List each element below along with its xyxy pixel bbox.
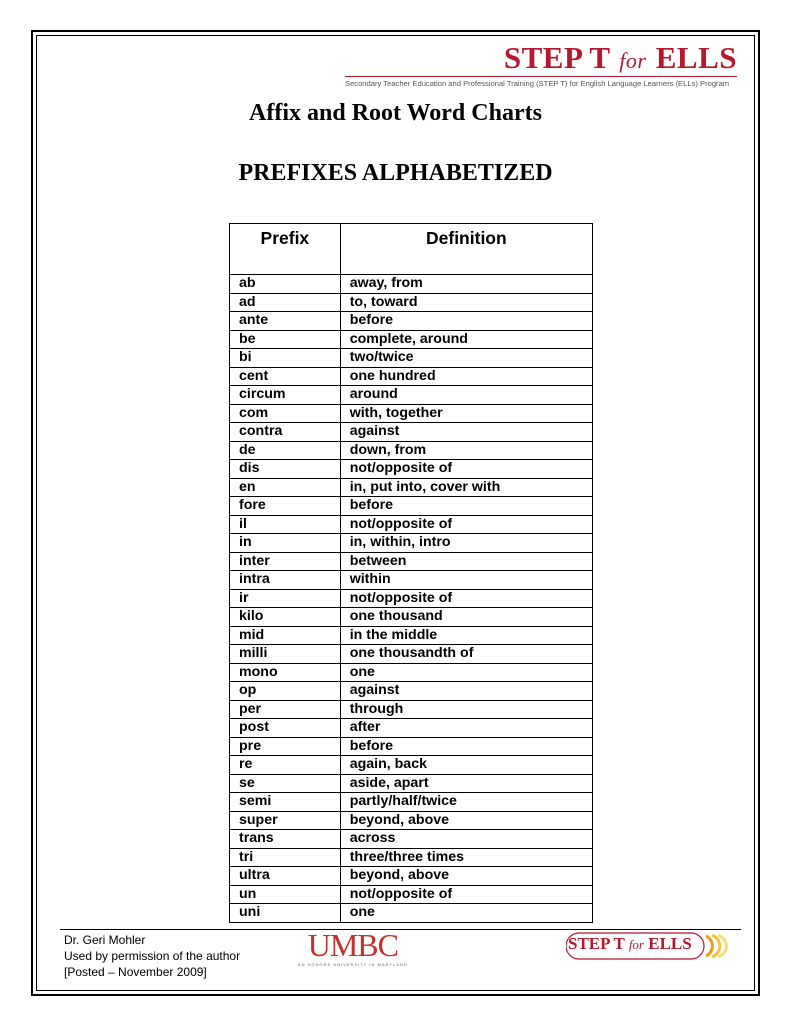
definition-cell: one thousand (340, 608, 592, 627)
definition-cell: with, together (340, 404, 592, 423)
table-row (230, 330, 593, 349)
logo-rule (345, 76, 737, 77)
definition-cell: not/opposite of (340, 460, 592, 479)
table-row (230, 404, 593, 423)
prefix-cell: tri (230, 848, 341, 867)
table-row (230, 367, 593, 386)
table-row (230, 756, 593, 775)
table-row (230, 552, 593, 571)
prefix-cell: semi (230, 793, 341, 812)
footer-logo-for: for (628, 937, 644, 952)
table-row (230, 497, 593, 516)
table-row (230, 460, 593, 479)
table-row (230, 441, 593, 460)
table-row (230, 867, 593, 886)
table-row (230, 478, 593, 497)
definition-cell: two/twice (340, 349, 592, 368)
table-row (230, 571, 593, 590)
prefix-cell: in (230, 534, 341, 553)
definition-cell: through (340, 700, 592, 719)
step-t-for-ells-logo (504, 42, 737, 77)
footer-credit (64, 932, 240, 980)
definition-cell: in, put into, cover with (340, 478, 592, 497)
prefix-cell: fore (230, 497, 341, 516)
table-row (230, 774, 593, 793)
definition-cell: not/opposite of (340, 885, 592, 904)
document-title: Affix and Root Word Charts (249, 100, 542, 126)
logo-for: for (619, 48, 647, 73)
prefix-cell: inter (230, 552, 341, 571)
logo-subtitle: Secondary Teacher Education and Professional Training (STEP T) for English Language Learners (ELLs) Program (345, 79, 730, 88)
prefix-cell: com (230, 404, 341, 423)
prefix-cell: trans (230, 830, 341, 849)
table-row (230, 589, 593, 608)
definition-cell: three/three times (340, 848, 592, 867)
table-row (230, 682, 593, 701)
footer-permission: Used by permission of the author (64, 949, 241, 963)
prefix-table (229, 223, 593, 923)
definition-cell: to, toward (340, 293, 592, 312)
column-header-prefix: Prefix (230, 224, 341, 275)
table-row (230, 793, 593, 812)
prefix-cell: milli (230, 645, 341, 664)
prefix-cell: mono (230, 663, 341, 682)
table-header-row (230, 224, 593, 275)
prefix-cell: re (230, 756, 341, 775)
definition-cell: away, from (340, 275, 592, 294)
table-row (230, 423, 593, 442)
footer-logo-step-t: STEP T (568, 934, 625, 953)
prefix-cell: be (230, 330, 341, 349)
definition-cell: complete, around (340, 330, 592, 349)
prefix-cell: ab (230, 275, 341, 294)
umbc-logo-word: UMBC (307, 927, 398, 963)
logo-step-t: STEP T (503, 40, 611, 75)
prefix-cell: circum (230, 386, 341, 405)
definition-cell: around (340, 386, 592, 405)
prefix-cell: de (230, 441, 341, 460)
table-row (230, 663, 593, 682)
prefix-cell: ir (230, 589, 341, 608)
definition-cell: after (340, 719, 592, 738)
definition-cell: between (340, 552, 592, 571)
table-row (230, 626, 593, 645)
footer-posted: [Posted – November 2009] (64, 965, 207, 979)
definition-cell: again, back (340, 756, 592, 775)
prefix-cell: il (230, 515, 341, 534)
definition-cell: one (340, 663, 592, 682)
footer-step-t-logo (566, 932, 732, 960)
document-subtitle: PREFIXES ALPHABETIZED (238, 160, 553, 186)
definition-cell: before (340, 737, 592, 756)
table-row (230, 349, 593, 368)
definition-cell: not/opposite of (340, 515, 592, 534)
definition-cell: in the middle (340, 626, 592, 645)
definition-cell: against (340, 682, 592, 701)
definition-cell: not/opposite of (340, 589, 592, 608)
definition-cell: aside, apart (340, 774, 592, 793)
prefix-cell: post (230, 719, 341, 738)
prefix-cell: cent (230, 367, 341, 386)
definition-cell: partly/half/twice (340, 793, 592, 812)
prefix-cell: super (230, 811, 341, 830)
table-row (230, 293, 593, 312)
table-row (230, 515, 593, 534)
prefix-cell: un (230, 885, 341, 904)
table-row (230, 811, 593, 830)
prefix-cell: mid (230, 626, 341, 645)
logo-ells: ELLS (655, 40, 737, 75)
footer-author: Dr. Geri Mohler (64, 933, 146, 947)
table-row (230, 719, 593, 738)
prefix-cell: contra (230, 423, 341, 442)
definition-cell: against (340, 423, 592, 442)
table-row (230, 904, 593, 923)
table-row (230, 534, 593, 553)
definition-cell: one thousandth of (340, 645, 592, 664)
prefix-cell: op (230, 682, 341, 701)
definition-cell: one (340, 904, 592, 923)
prefix-cell: pre (230, 737, 341, 756)
table-row (230, 848, 593, 867)
definition-cell: one hundred (340, 367, 592, 386)
prefix-cell: per (230, 700, 341, 719)
table-row (230, 312, 593, 331)
table-row (230, 386, 593, 405)
table-row (230, 885, 593, 904)
footer-logo-ells: ELLS (648, 934, 692, 953)
table-row (230, 700, 593, 719)
table-row (230, 830, 593, 849)
prefix-cell: ultra (230, 867, 341, 886)
prefix-cell: en (230, 478, 341, 497)
table-row (230, 275, 593, 294)
prefix-cell: dis (230, 460, 341, 479)
definition-cell: beyond, above (340, 867, 592, 886)
definition-cell: down, from (340, 441, 592, 460)
definition-cell: before (340, 497, 592, 516)
prefix-cell: se (230, 774, 341, 793)
table-row (230, 737, 593, 756)
umbc-logo (298, 928, 408, 967)
prefix-cell: intra (230, 571, 341, 590)
table-row (230, 608, 593, 627)
prefix-cell: ad (230, 293, 341, 312)
definition-cell: across (340, 830, 592, 849)
prefix-cell: uni (230, 904, 341, 923)
prefix-cell: ante (230, 312, 341, 331)
table-body (230, 275, 593, 923)
definition-cell: in, within, intro (340, 534, 592, 553)
column-header-definition: Definition (340, 224, 592, 275)
umbc-logo-tagline: AN HONORS UNIVERSITY IN MARYLAND (298, 962, 408, 967)
definition-cell: beyond, above (340, 811, 592, 830)
definition-cell: within (340, 571, 592, 590)
table-row (230, 645, 593, 664)
definition-cell: before (340, 312, 592, 331)
prefix-cell: bi (230, 349, 341, 368)
prefix-cell: kilo (230, 608, 341, 627)
